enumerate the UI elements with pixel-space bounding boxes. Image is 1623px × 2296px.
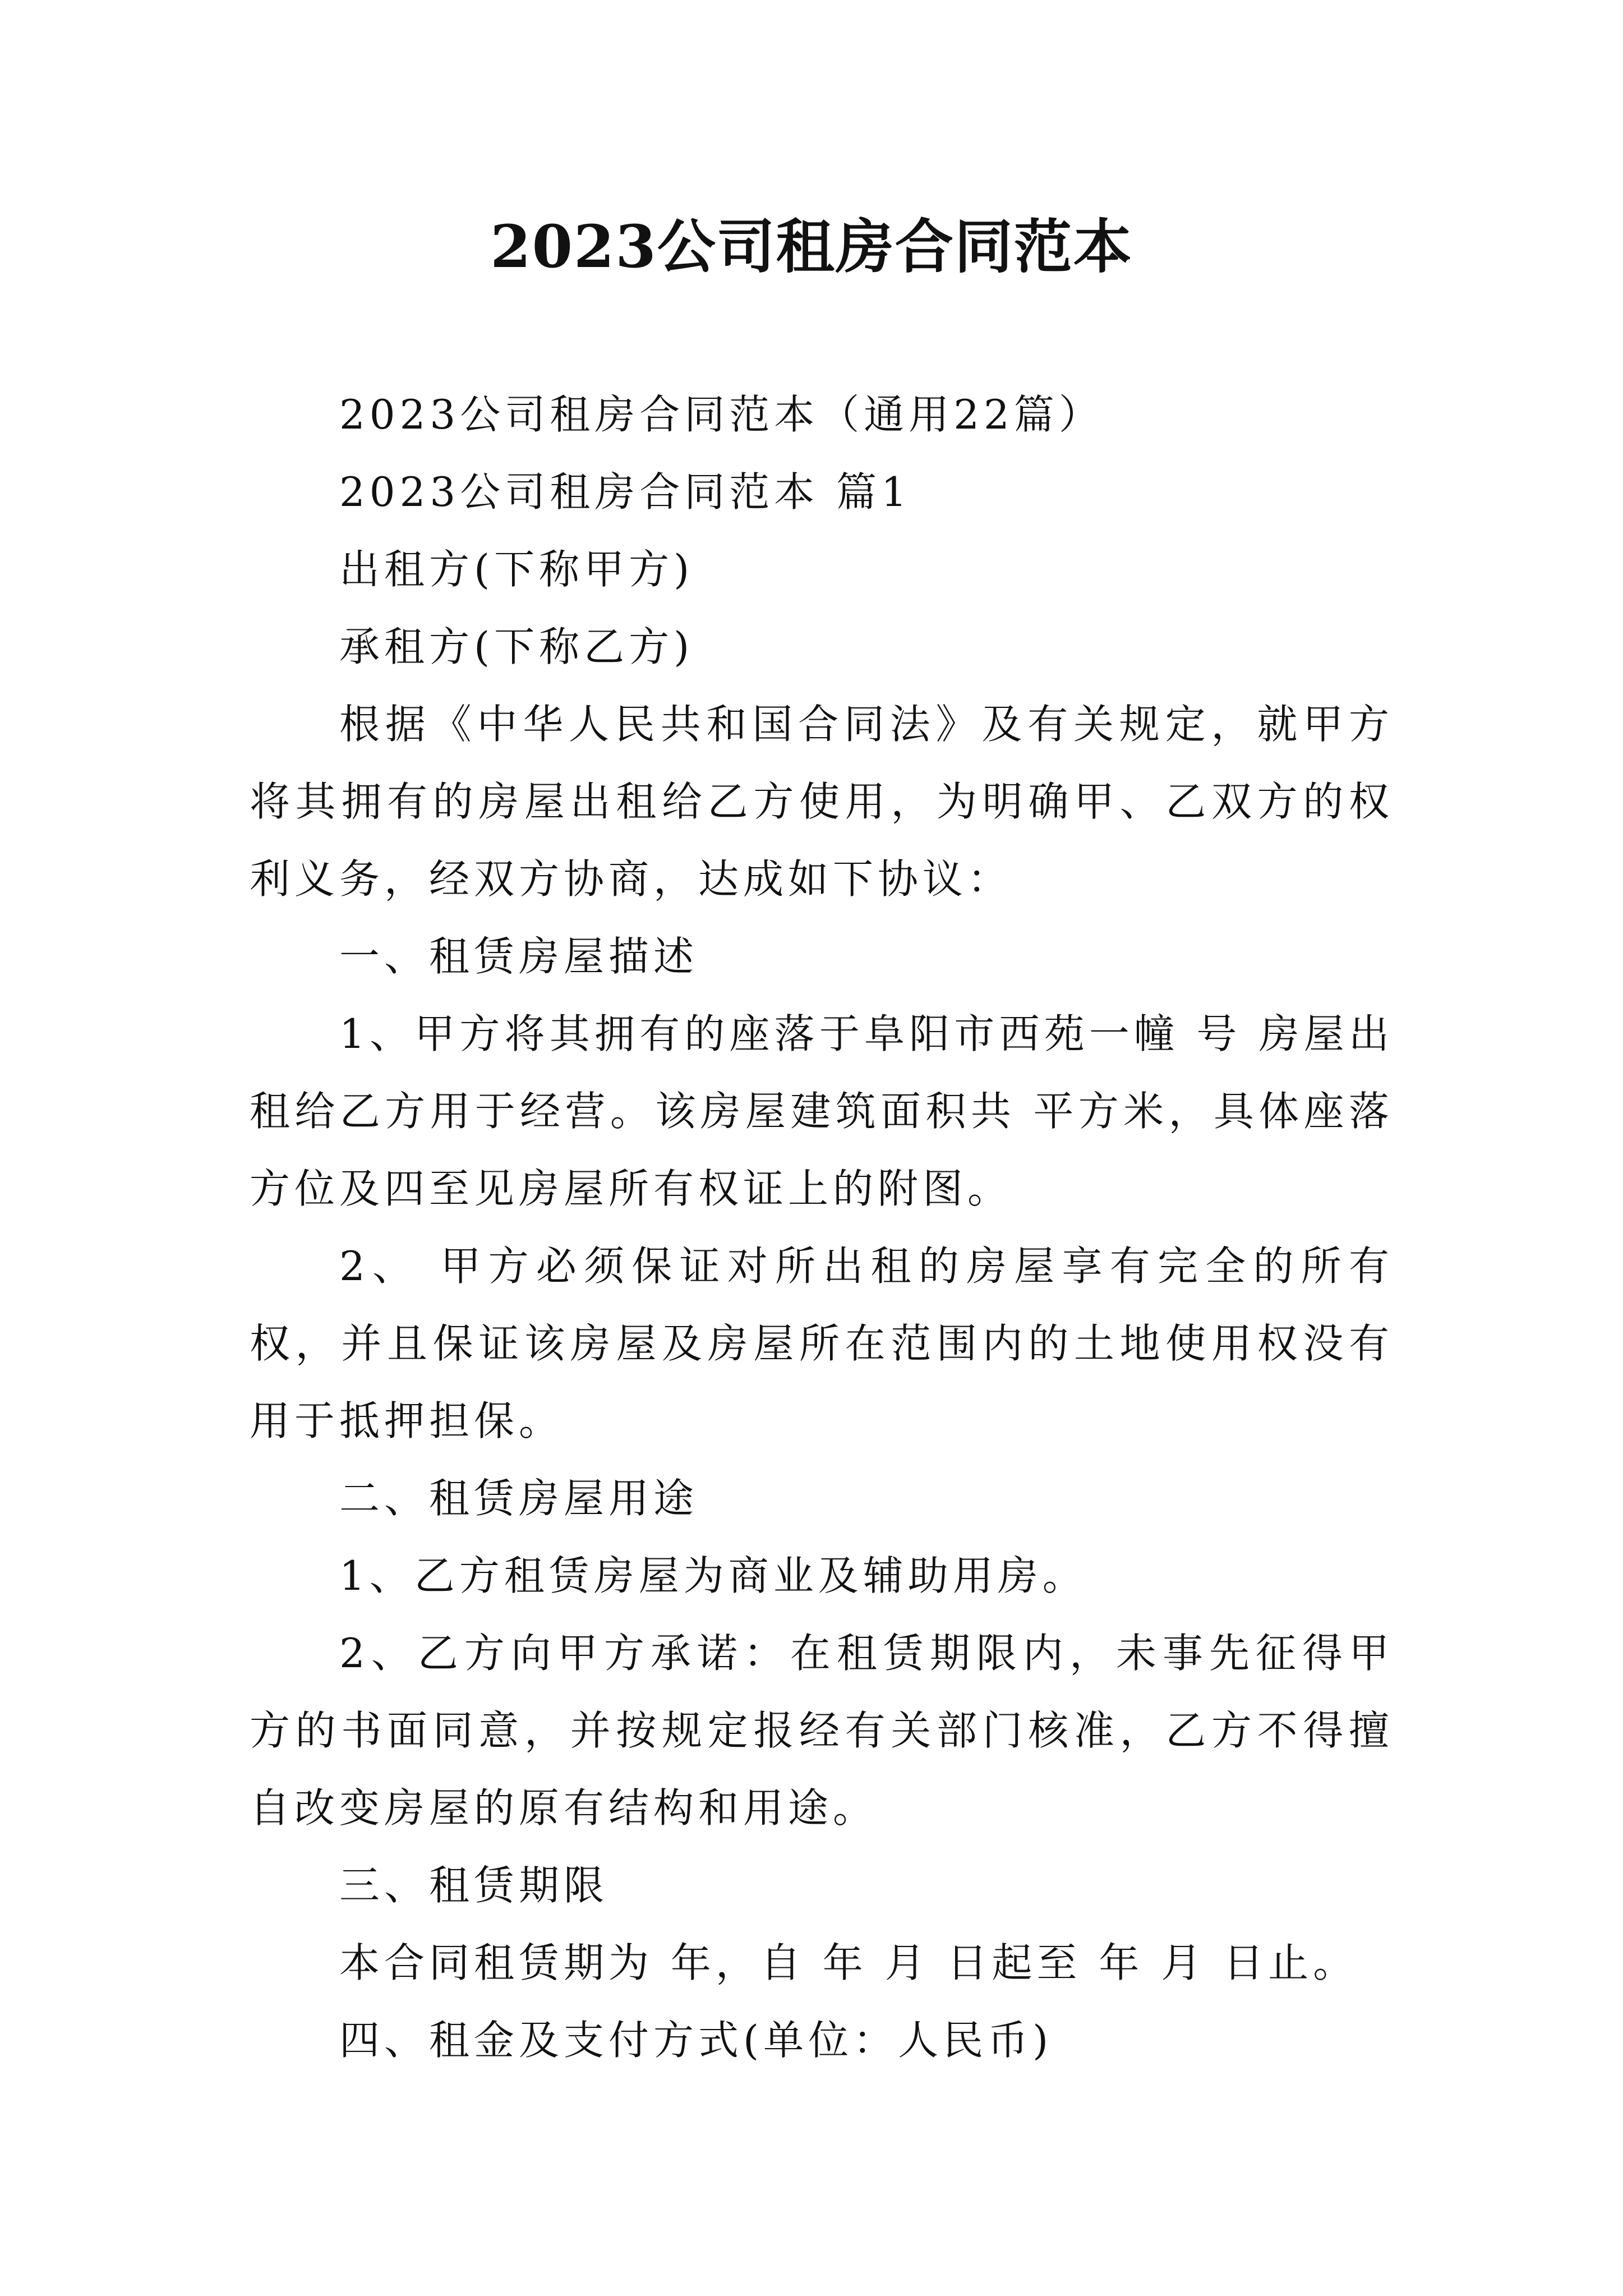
paragraph-heading-2: 二、租赁房屋用途 bbox=[339, 1475, 699, 1522]
paragraph-lessee: 承租方(下称乙方) bbox=[339, 623, 694, 670]
paragraph-preamble: 根据《中华人民共和国合同法》及有关规定，就甲方将其拥有的房屋出租给乙方使用，为明确甲、乙双方的权利义务，经双方协商，达成如下协议： bbox=[250, 701, 1394, 903]
paragraph-heading-4: 四、租金及支付方式(单位：人民币) bbox=[339, 2017, 1053, 2064]
paragraph-heading-3: 三、租赁期限 bbox=[339, 1862, 609, 1909]
paragraph-clause-1-2: 2、 甲方必须保证对所出租的房屋享有完全的所有权，并且保证该房屋及房屋所在范围内的土地使用权没有用于抵押担保。 bbox=[250, 1243, 1394, 1444]
document-body bbox=[250, 376, 1394, 2079]
paragraph-clause-2-2: 2、乙方向甲方承诺：在租赁期限内，未事先征得甲方的书面同意，并按规定报经有关部门核准，乙方不得擅自改变房屋的原有结构和用途。 bbox=[250, 1630, 1394, 1832]
paragraph-section-heading: 2023公司租房合同范本 篇1 bbox=[339, 468, 911, 516]
paragraph-clause-1-1: 1、甲方将其拥有的座落于阜阳市西苑一幢 号 房屋出租给乙方用于经营。该房屋建筑面积共 平方米，具体座落方位及四至见房屋所有权证上的附图。 bbox=[250, 1010, 1394, 1212]
document-title: 2023公司租房合同范本 bbox=[490, 212, 1133, 281]
paragraph-heading-1: 一、租赁房屋描述 bbox=[339, 933, 699, 980]
paragraph-subtitle: 2023公司租房合同范本（通用22篇） bbox=[339, 391, 1104, 438]
paragraph-lessor: 出租方(下称甲方) bbox=[339, 546, 694, 593]
paragraph-clause-3: 本合同租赁期为 年，自 年 月 日起至 年 月 日止。 bbox=[339, 1939, 1358, 1986]
paragraph-clause-2-1: 1、乙方租赁房屋为商业及辅助用房。 bbox=[339, 1552, 1087, 1599]
